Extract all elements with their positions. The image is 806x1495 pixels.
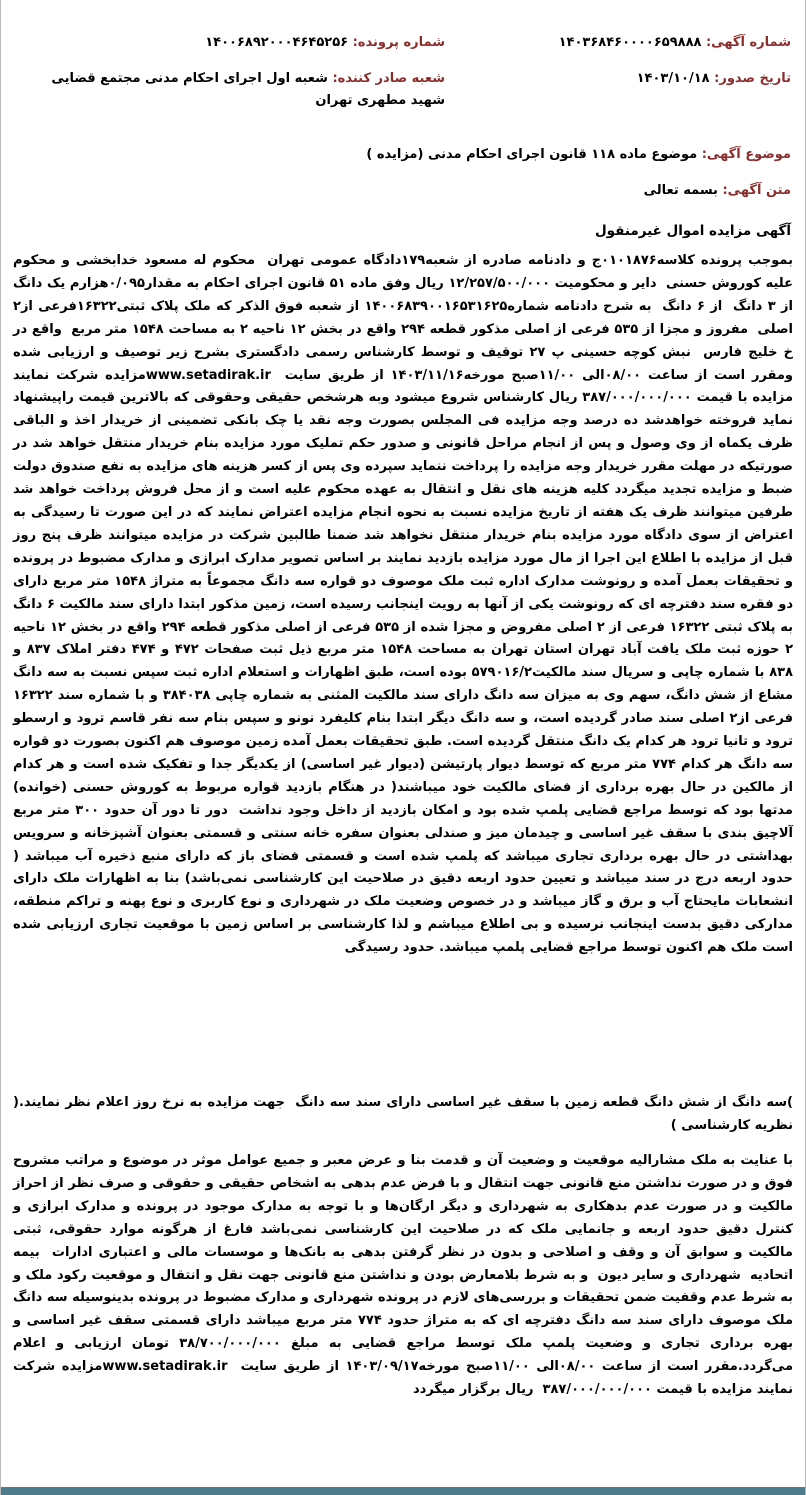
ad-number-label: شماره آگهی: [705,35,791,50]
paragraph-expert-request: )سه دانگ از شش دانگ قطعه زمین با سقف غیر اساسی دارای سند سه دانگ جهت مزایده به نرخ روز اعلام نظر نمایند.( نظریه کارشناسی ) [8,1095,793,1133]
subject-label: موضوع آگهی: [701,147,791,162]
issue-date-label: تاریخ صدور: [714,71,791,86]
document-title: آگهی مزایده اموال غیرمنقول [594,223,791,239]
ad-text-row [644,180,791,202]
case-number-row [205,32,445,54]
issue-date-row [637,68,791,90]
subject-value: موضوع ماده ۱۱۸ قانون اجرای احکام مدنی (مزایده ) [366,147,698,162]
issuer-row [35,68,445,112]
ad-number-row [559,32,791,54]
issuer: شعبه اول اجرای احکام مدنی مجتمع قضایی شهید مطهری تهران [51,71,445,108]
ad-number: ۱۴۰۳۶۸۴۶۰۰۰۰۶۵۹۸۸۸ [558,35,702,50]
case-number: ۱۴۰۰۶۸۹۲۰۰۰۴۶۴۵۲۵۶ [205,35,349,50]
subject-row [366,144,791,166]
bottom-border [1,1487,805,1495]
ad-text-value: بسمه تعالی [643,183,718,198]
paragraph-main: بموجب پرونده کلاسه۰۱۰۱۸۷۶ج و دادنامه صادره از شعبه۱۷۹دادگاه عمومی تهران محکوم له مسعود خدابخشی و محکوم علیه کوروش حسنی دایر و محکومیت ۱۲/۲۵۷/۵۰۰/۰۰۰ ریال وفق ماده ۵۱ قانون اجرای احکام به مقدار۰/۰۹۵هزارم یک دانگ از ۳ دانگ از ۶ دانگ به شرح دادنامه شماره۱۴۰۰۶۸۳۹۰۰۱۶۵۳۱۶۲۵ از شعبه فوق الذکر که ملک پلاک ثبتی۱۶۳۲۲فرعی از۲ اصلی مفروز و مجزا از ۵۳۵ فرعی از اصلی مذکور قطعه ۲۹۴ واقع در بخش ۱۲ ناحیه ۲ به مساحت ۱۵۴۸ متر مربع واقع در خ خلیج فارس نبش کوچه حسینی پ ۲۷ توقیف و توسط کارشناس رسمی دادگستری بشرح زیر توصیف و ارزیابی شده ومقرر است از ساعت ۰۸/۰۰الی ۱۱/۰۰صبح مورخه۱۴۰۳/۱۱/۱۶ از طریق سایت www.setadirak.irمزایده شرکت نمایند مزایده با قیمت ۳۸۷/۰۰۰/۰۰۰/۰۰۰ ریال کارشناس شروع میشود وبه هرشخص حقیقی وحقوقی که بالاترین قیمت راپیشنهاد نماید فروخته خواهدشد ده درصد وجه مزایده فی المجلس بصورت وجه نقد یا چک بانکی تضمینی از خریدار اخذ و الباقی ظرف یکماه از وی وصول و پس از انجام مراحل قانونی و صدور حکم تملیک مورد مزایده بنام خریدار منتقل خواهد شد در صورتیکه در مهلت مقرر خریدار وجه مزایده را پرداخت ننماید سپرده وی پس از کسر هزینه های مزایده به نفع صندوق دولت ضبط و مزایده تجدید میگردد کلیه هزینه های نقل و انتقال به عهده محکوم علیه است و از محل فروش پرداخت خواهد شد طرفین میتوانند ظرف یک هفته از تاریخ مزایده نسبت به نحوه انجام مزایده اعتراض نمایند که در این صورت تا رسیدگی به اعتراض از سوی دادگاه مورد مزایده بنام خریدار منتقل نخواهد شد ضمنا طالبین شرکت در مزایده میتوانند ظرف پنج روز قبل از مزایده با اطلاع این اجرا از مال مورد مزایده بازدید نمایند بر اساس تصویر مدارک ابرازی و مدارک مضبوط در پرونده و تحقیقات بعمل آمده و رونوشت مدارک اداره ثبت ملک موصوف دو قواره سه دانگ مجموعاً به متراژ ۱۵۴۸ متر مربع دارای دو فقره سند دفترچه ای که رونوشت یکی از آنها به رویت اینجانب رسیده است، زمین مذکور ابتدا دارای سند مالکیت ۶ دانگ به پلاک ثبتی ۱۶۳۲۲ فرعی از ۲ اصلی مفروض و مجزا شده از ۵۳۵ فرعی از اصلی مذکور قطعه ۲۹۴ واقع در بخش ۱۲ ناحیه ۲ حوزه ثبت ملک یافت آباد تهران استان تهران به مساحت ۱۵۴۸ متر مربع ذیل ثبت صفحات ۴۷۲ و ۴۷۴ دفتر املاک ۸۳۷ و ۸۳۸ با شماره چاپی و سریال سند مالکیت۵۷۹۰۱۶/۲ بوده است، طبق اظهارات و استعلام اداره ثبت سپس نسبت به سه دانگ مشاع از شش دانگ، سهم وی به میزان سه دانگ دارای سند مالکیت المثنی به شماره چاپی ۳۸۴۰۳۸ و با شماره سند ۱۶۳۲۲ فرعی از۲ اصلی سند صادر گردیده است، و سه دانگ دیگر ابتدا بنام کلیفرد نونو و سپس بنام سه نفر قاسم ترود و ارسطو ترود و تانیا ترود هر کدام یک دانگ منتقل گردیده است. طبق تحقیقات بعمل آمده زمین موصوف هم اکنون بصورت دو قواره سه دانگ هر کدام ۷۷۴ متر مربع که توسط دیوار پارتیشن (دیوار غیر اساسی) از یکدیگر جدا و تفکیک شده است و هر کدام از مالکین در حال بهره برداری از فضای مالکیت خود میباشند( در هنگام بازدید قواره مربوط به کوروش حسنی (خوانده) مدتها بود که توسط مراجع قضایی پلمپ شده بود و امکان بازدید از داخل وجود نداشت دور تا دور آن حدود ۳۰۰ متر مربع آلاچیق بندی با سقف غیر اساسی و چیدمان میز و صندلی بعنوان سفره خانه سنتی و قسمتی بعنوان آشپزخانه و سرویس بهداشتی در حال بهره برداری تجاری میباشد که پلمپ شده است و قسمتی فضای باز که دارای منبع ذخیره آب میباشد ( حدود اربعه درج در سند میباشد و تعیین حدود اربعه دقیق در صلاحیت این کارشناسی نمی‌باشد) بنا به اظهارات ملک دارای انشعابات مایحتاج آب و برق و گاز میباشد و در خصوص وضعیت ملک در شهرداری و نوع کاربری و نوع پهنه و تراکم منطقه، مدارکی دقیق بدست اینجانب نرسیده و بی اطلاع میباشم و لذا کارشناسی بر اساس زمین با موقعیت تجاری ارزیابی شده است ملک هم اکنون توسط مراجع قضایی پلمپ میباشد. حدود رسیدگی [8,253,794,956]
ad-text-label: متن آگهی: [722,183,791,198]
case-number-label: شماره پرونده: [352,35,445,50]
issue-date: ۱۴۰۳/۱۰/۱۸ [636,71,710,86]
issuer-label: شعبه صادر کننده: [332,71,445,86]
paragraph-expert-opinion: با عنایت به ملک مشارالیه موقعیت و وضعیت آن و قدمت بنا و عرض معبر و جمیع عوامل موثر در موضوع و مراتب مشروح فوق و در صورت نداشتن منع قانونی جهت انتقال و با فرض عدم بدهی به اشخاص حقیقی و حقوقی و صرف نظر از احراز مالکیت و در صورت عدم بدهکاری به شهرداری و دیگر ارگان‌ها و با توجه به مدارک موجود در پرونده و مدارک ابرازی و کنترل دقیق حدود اربعه و جانمایی ملک که در صلاحیت این کارشناسی نمی‌باشد فارغ از هرگونه موارد حقوقی، ثبتی مالکیت و سوابق آن و وقف و اصلاحی و بدون در نظر گرفتن بدهی به بانک‌ها و موسسات مالی و اعتباری ادارات بیمه اتحادیه شهرداری و سایر دیون و به شرط بلامعارض بودن و نداشتن منع قانونی جهت نقل و انتقال و موقعیت رکود ملک و به شرط عدم وقفیت ضمن تحقیقات و بررسی‌های لازم در پرونده شهرداری و مدارک مضبوط در پرونده بدینوسیله سه دانگ ملک موصوف دارای سند سه دانگ دفترچه ای که به متراژ حدود ۷۷۴ متر مربع میباشد دارای قسمتی سقف غیر اساسی و بهره برداری تجاری و وضعیت پلمپ ملک توسط مراجع قضایی به مبلغ ۳۸/۷۰۰/۰۰۰/۰۰۰ تومان ارزیابی و اعلام می‌گردد.مقرر است از ساعت ۰۸/۰۰الی ۱۱/۰۰صبح مورخه۱۴۰۳/۰۹/۱۷ از طریق سایت www.setadirak.irمزایده شرکت نمایند مزایده با قیمت ۳۸۷/۰۰۰/۰۰۰/۰۰۰ ریال برگزار میگردد [3,1153,793,1398]
